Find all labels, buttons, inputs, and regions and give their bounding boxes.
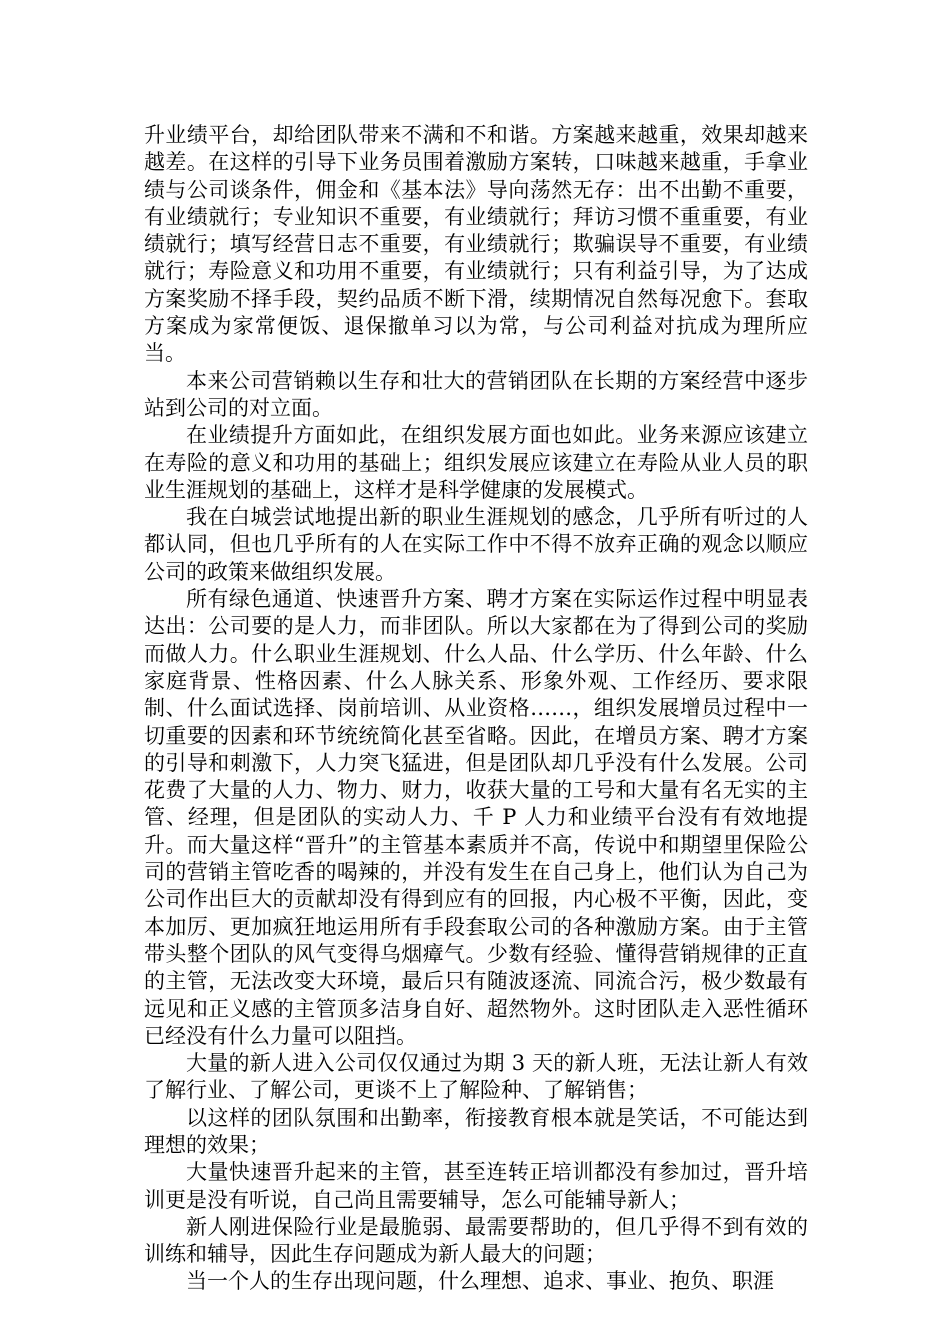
document-body [144, 122, 808, 1296]
paragraph: 大量的新人进入公司仅仅通过为期 3 天的新人班，无法让新人有效了解行业、了解公司，更谈不上了解险种、了解销售； [144, 1051, 808, 1103]
paragraph: 在业绩提升方面如此，在组织发展方面也如此。业务来源应该建立在寿险的意义和功用的基础上；组织发展应该建立在寿险从业人员的职业生涯规划的基础上，这样才是科学健康的发展模式。 [144, 423, 808, 502]
paragraph: 新人刚进保险行业是最脆弱、最需要帮助的，但几乎得不到有效的训练和辅导，因此生存问题成为新人最大的问题； [144, 1214, 808, 1267]
paragraph: 大量快速晋升起来的主管，甚至连转正培训都没有参加过，晋升培训更是没有听说，自己尚且需要辅导，怎么可能辅导新人； [144, 1160, 808, 1212]
paragraph: 升业绩平台，却给团队带来不满和不和谐。方案越来越重，效果却越来越差。在这样的引导下业务员围着激励方案转，口味越来越重，手拿业绩与公司谈条件，佣金和《基本法》导向荡然无存：出不出勤不重要，有业绩就行；专业知识不重要，有业绩就行；拜访习惯不重重要，有业绩就行；填写经营日志不重要，有业绩就行；欺骗误导不重要，有业绩就行；寿险意义和功用不重要，有业绩就行；只有利益引导，为了达成方案奖励不择手段，契约品质不断下滑，续期情况自然每况愈下。套取方案成为家常便饭、退保撤单习以为常，与公司利益对抗成为理所应当。 [144, 123, 808, 366]
paragraph: 当一个人的生存出现问题，什么理想、追求、事业、抱负、职涯 [186, 1269, 774, 1294]
paragraph: 所有绿色通道、快速晋升方案、聘才方案在实际运作过程中明显表达出：公司要的是人力，而非团队。所以大家都在为了得到公司的奖励而做人力。什么职业生涯规划、什么人品、什么学历、什么年龄、什么家庭背景、性格因素、什么人脉关系、形象外观、工作经历、要求限制、什么面试选择、岗前培训、从业资格……，组织发展增员过程中一切重要的因素和环节统统简化甚至省略。因此，在增员方案、聘才方案的引导和刺激下，人力突飞猛进，但是团队却几乎没有什么发展。公司花费了大量的人力、物力、财力，收获大量的工号和大量有名无实的主管、经理，但是团队的实动人力、千 P 人力和业绩平台没有有效地提升。而大量这样“晋升”的主管基本素质并不高，传说中和期望里保险公司的营销主管吃香的喝辣的，并没有发生在自己身上，他们认为自己为公司作出巨大的贡献却没有得到应有的回报，内心极不平衡，因此，变本加厉、更加疯狂地运用所有手段套取公司的各种激励方案。由于主管带头整个团队的风气变得乌烟瘴气。少数有经验、懂得营销规律的正直的主管，无法改变大环境，最后只有随波逐流、同流合污，极少数最有远见和正义感的主管顶多洁身自好、超然物外。这时团队走入恶性循环已经没有什么力量可以阻挡。 [144, 587, 808, 1048]
paragraph: 以这样的团队氛围和出勤率，衔接教育根本就是笑话，不可能达到理想的效果； [144, 1105, 808, 1157]
paragraph: 本来公司营销赖以生存和壮大的营销团队在长期的方案经营中逐步站到公司的对立面。 [144, 368, 808, 420]
paragraph: 我在白城尝试地提出新的职业生涯规划的感念，几乎所有听过的人都认同，但也几乎所有的人在实际工作中不得不放弃正确的观念以顺应公司的政策来做组织发展。 [144, 505, 808, 584]
